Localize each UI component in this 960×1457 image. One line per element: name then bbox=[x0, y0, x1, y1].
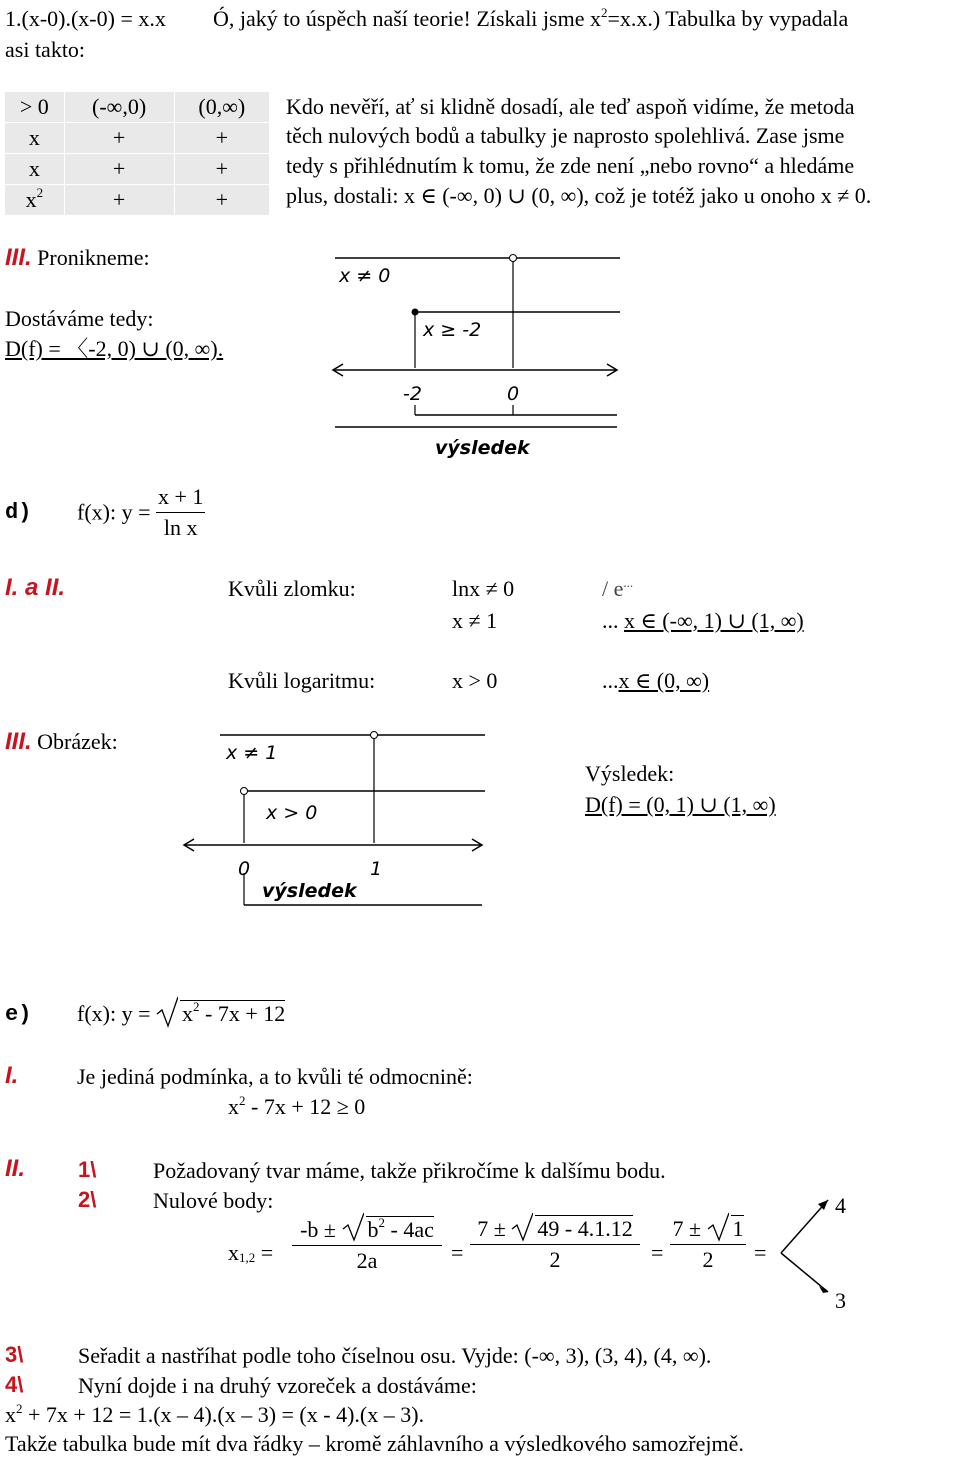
e-letter bbox=[5, 1002, 31, 1026]
e-x12 bbox=[228, 1242, 273, 1264]
label-x-ge-minus2: x ≥ -2 bbox=[423, 319, 482, 341]
e-frac2-den: 2 bbox=[549, 1247, 561, 1272]
d-cond3-result: x ∈ (0, ∞) bbox=[618, 668, 710, 693]
c3-result-intro: Dostáváme tedy: bbox=[5, 306, 154, 331]
e-frac1-rad-a: b bbox=[367, 1217, 379, 1242]
e-frac3-den: 2 bbox=[702, 1247, 714, 1272]
arrow-up-line bbox=[781, 1200, 828, 1253]
open-dot-0 bbox=[510, 255, 517, 262]
arrow-down-line bbox=[781, 1253, 828, 1292]
d-cond1: lnx ≠ 0 bbox=[452, 576, 515, 601]
table-cell: + bbox=[174, 185, 269, 216]
e-frac1-num bbox=[292, 1215, 442, 1246]
open-dot-0 bbox=[241, 788, 248, 795]
table-cell: + bbox=[174, 123, 269, 154]
label-x-ne-1: x ≠ 1 bbox=[226, 742, 278, 764]
tick-label-minus2: -2 bbox=[403, 383, 422, 405]
top-line-1b bbox=[213, 5, 849, 31]
e-ineq-a: x bbox=[228, 1094, 239, 1119]
closed-dot-minus2 bbox=[412, 309, 419, 316]
d-cond2-result: x ∈ (-∞, 1) ∪ (1, ∞) bbox=[624, 608, 804, 633]
d-zlomek-label: Kvůli zlomku: bbox=[228, 576, 356, 601]
e-eq-0: = bbox=[260, 1240, 274, 1265]
e-step2-text: Nulové body: bbox=[153, 1188, 274, 1213]
e-frac2-num-a: 7 ± bbox=[477, 1216, 506, 1241]
table-cell: (-∞,0) bbox=[64, 92, 174, 123]
e-part1-label: I. bbox=[5, 1062, 19, 1089]
e-frac2 bbox=[470, 1218, 640, 1271]
para1-line4: plus, dostali: x ∈ (-∞, 0) ∪ (0, ∞), což je totéž jako u onoho x ≠ 0. bbox=[286, 183, 872, 208]
table-cell: (0,∞) bbox=[174, 92, 269, 123]
c3-result: D(f) = 〈-2, 0) ∪ (0, ∞). bbox=[5, 336, 224, 361]
d-fraction bbox=[156, 482, 205, 542]
e-frac1-radicand bbox=[366, 1216, 434, 1242]
para1-line1: Kdo nevěří, ať si klidně dosadí, ale teď aspoň vidíme, že metoda bbox=[286, 94, 855, 119]
e-frac1-rad-b: - 4ac bbox=[385, 1217, 434, 1242]
e-frac1-sqrt bbox=[342, 1215, 434, 1242]
d-cond3-res bbox=[602, 670, 709, 692]
e-fact-sup: 2 bbox=[16, 1401, 23, 1416]
e-part2-label: II. bbox=[5, 1155, 26, 1182]
e-frac3-num-a: 7 ± bbox=[672, 1216, 702, 1241]
number-line-diagram-d bbox=[180, 725, 490, 915]
sqrt-sign-icon bbox=[342, 1212, 364, 1242]
e-factorization bbox=[5, 1401, 425, 1427]
e-function bbox=[77, 999, 286, 1026]
tick-label-0: 0 bbox=[238, 858, 251, 880]
c3-heading bbox=[5, 246, 150, 270]
e-step3-text: Seřadit a nastříhat podle toho číselnou osu. Vyjde: (-∞, 3), (3, 4), (4, ∞). bbox=[78, 1343, 712, 1368]
table-cell bbox=[5, 185, 65, 216]
e-frac3 bbox=[670, 1218, 746, 1271]
label-vysledek: výsledek bbox=[262, 880, 357, 902]
table-cell: x bbox=[5, 123, 65, 154]
para1-line2: těch nulových bodů a tabulky je naprosto spolehlivá. Zase jsme bbox=[286, 123, 845, 148]
sqrt-sign-icon bbox=[707, 1212, 729, 1242]
table-cell: + bbox=[64, 185, 174, 216]
d-part3-text: Obrázek: bbox=[37, 729, 118, 754]
top-line-1 bbox=[5, 8, 166, 30]
d-cond2: x ≠ 1 bbox=[452, 608, 498, 633]
arrow-down-head bbox=[819, 1286, 828, 1293]
d-cond1-note-sup: ... bbox=[623, 575, 634, 590]
tick-label-1: 1 bbox=[370, 858, 383, 880]
e-part1-text: Je jediná podmínka, a to kvůli té odmocnině: bbox=[77, 1064, 473, 1089]
c3-label: III. bbox=[5, 244, 32, 271]
e-sqrt bbox=[156, 999, 286, 1026]
open-dot-1 bbox=[371, 732, 378, 739]
e-inequality bbox=[228, 1093, 366, 1119]
e-radicand-b: - 7x + 12 bbox=[199, 1001, 286, 1026]
table-cell: > 0 bbox=[5, 92, 65, 123]
e-eq-3: = bbox=[754, 1240, 767, 1265]
table-row bbox=[5, 185, 270, 216]
e-radicand-sup: 2 bbox=[193, 999, 200, 1014]
e-root-3: 3 bbox=[835, 1288, 846, 1313]
d-result-intro: Výsledek: bbox=[585, 761, 675, 786]
label-vysledek: výsledek bbox=[435, 437, 530, 459]
para1-line3: tedy s přihlédnutím k tomu, že zde není „nebo rovno“ a hledáme bbox=[286, 153, 855, 178]
e-step1: 1\ bbox=[78, 1157, 97, 1182]
e-fx: f(x): y = bbox=[77, 1001, 151, 1026]
e-frac1-num-a: -b ± bbox=[300, 1217, 337, 1242]
table-cell: x bbox=[5, 154, 65, 185]
e-frac3-radicand: 1 bbox=[732, 1216, 744, 1241]
d-result: D(f) = (0, 1) ∪ (1, ∞) bbox=[585, 792, 776, 817]
e-step4-text: Nyní dojde i na druhý vzoreček a dostáváme: bbox=[78, 1373, 477, 1398]
d-part12-label: I. a II. bbox=[5, 574, 66, 601]
e-ineq-b: - 7x + 12 ≥ 0 bbox=[245, 1094, 366, 1119]
c3-text: Pronikneme: bbox=[37, 245, 150, 270]
d-letter-text: d) bbox=[5, 500, 32, 525]
top-line-1b-text: Ó, jaký to úspěch naší teorie! Získali jsme x bbox=[213, 6, 601, 31]
e-step3: 3\ bbox=[5, 1342, 24, 1367]
e-frac1 bbox=[292, 1215, 442, 1273]
d-fx: f(x): y = bbox=[77, 499, 151, 525]
e-step4: 4\ bbox=[5, 1372, 24, 1397]
table-row bbox=[5, 92, 270, 123]
number-line-diagram-c bbox=[325, 250, 625, 465]
d-function bbox=[77, 482, 205, 542]
d-letter bbox=[5, 500, 31, 524]
e-eq-2: = bbox=[651, 1240, 664, 1265]
d-cond3: x > 0 bbox=[452, 668, 498, 693]
d-part3-heading bbox=[5, 730, 118, 754]
e-root-4: 4 bbox=[835, 1193, 846, 1218]
top-line-2: asi takto: bbox=[5, 37, 86, 62]
table-row bbox=[5, 154, 270, 185]
e-frac2-sqrt bbox=[511, 1218, 632, 1240]
d-numerator: x + 1 bbox=[156, 482, 205, 513]
top-line-1b-sup: 2 bbox=[600, 5, 608, 20]
e-frac1-rad-sup: 2 bbox=[378, 1215, 386, 1230]
table-row bbox=[5, 123, 270, 154]
e-radicand bbox=[180, 1000, 285, 1026]
sqrt-sign-icon bbox=[156, 996, 178, 1028]
e-letter-text: e) bbox=[5, 1002, 32, 1027]
table-cell: + bbox=[64, 123, 174, 154]
branch-arrows bbox=[776, 1190, 836, 1300]
top-line-1c-text: =x.x.) Tabulka by vypadala bbox=[607, 6, 849, 31]
sign-table bbox=[4, 91, 270, 216]
d-denominator: ln x bbox=[163, 514, 198, 540]
table-cell: + bbox=[174, 154, 269, 185]
e-ineq-sup: 2 bbox=[239, 1093, 246, 1108]
sqrt-sign-icon bbox=[511, 1212, 533, 1242]
d-cond2-prefix: ... bbox=[602, 608, 619, 633]
e-frac3-num bbox=[670, 1218, 746, 1245]
d-part3-label: III. bbox=[5, 728, 32, 755]
e-fact-a: x bbox=[5, 1402, 16, 1427]
e-last-line: Takže tabulka bude mít dva řádky – kromě záhlavního a výsledkového samozřejmě. bbox=[5, 1431, 744, 1456]
d-cond2-res bbox=[602, 610, 804, 632]
table-cell-text: x bbox=[25, 187, 37, 212]
e-frac2-radicand: 49 - 4.1.12 bbox=[537, 1216, 633, 1241]
tick-label-0: 0 bbox=[507, 383, 520, 405]
d-log-label: Kvůli logaritmu: bbox=[228, 668, 376, 693]
e-eq-1: = bbox=[451, 1240, 464, 1265]
e-step2: 2\ bbox=[78, 1187, 97, 1212]
e-frac3-sqrt bbox=[707, 1218, 744, 1240]
top-line-1-a: 1.(x-0).(x-0) = x.x bbox=[5, 6, 166, 31]
e-frac2-num bbox=[470, 1218, 640, 1245]
e-frac1-den: 2a bbox=[356, 1248, 378, 1273]
d-cond3-prefix: ... bbox=[602, 668, 619, 693]
e-step1-text: Požadovaný tvar máme, takže přikročíme k dalšímu bodu. bbox=[153, 1158, 666, 1183]
d-cond1-note bbox=[602, 575, 634, 601]
e-radicand-a: x bbox=[182, 1001, 193, 1026]
d-cond1-note-text: / e bbox=[602, 576, 624, 601]
table-cell-sup: 2 bbox=[36, 185, 44, 200]
e-x12-text: x bbox=[228, 1240, 239, 1265]
e-fact-b: + 7x + 12 = 1.(x – 4).(x – 3) = (x - 4).(x – 3). bbox=[22, 1402, 425, 1427]
table-cell: + bbox=[64, 154, 174, 185]
label-x-gt-0: x > 0 bbox=[266, 802, 318, 824]
label-x-ne-0: x ≠ 0 bbox=[339, 265, 391, 287]
e-x12-sub: 1,2 bbox=[239, 1250, 256, 1265]
